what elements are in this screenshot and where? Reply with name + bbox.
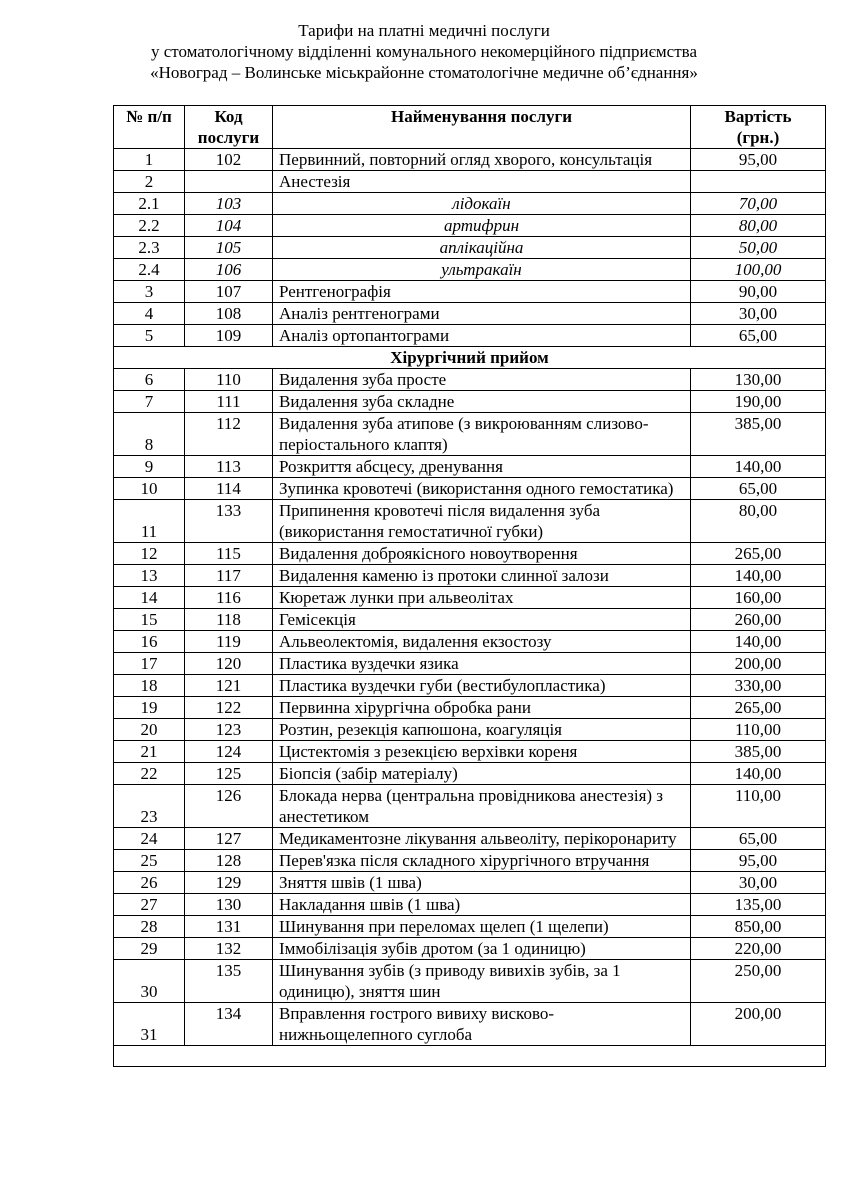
row-number: 14 xyxy=(114,587,185,609)
service-code: 123 xyxy=(185,719,273,741)
table-row xyxy=(114,785,826,828)
section-title: Хірургічний прийом xyxy=(114,347,826,369)
service-name: Блокада нерва (центральна провідникова анестезія) з анестетиком xyxy=(273,785,691,828)
service-code: 106 xyxy=(185,259,273,281)
table-row xyxy=(114,587,826,609)
service-name: Розтин, резекція капюшона, коагуляція xyxy=(273,719,691,741)
table-row xyxy=(114,675,826,697)
service-name: аплікаційна xyxy=(273,237,691,259)
table-row xyxy=(114,478,826,500)
service-code: 104 xyxy=(185,215,273,237)
table-row xyxy=(114,872,826,894)
table-header-row xyxy=(114,106,826,149)
row-number: 27 xyxy=(114,894,185,916)
table-row xyxy=(114,193,826,215)
service-name: Видалення зуба атипове (з викроюванням слизово-періостального клаптя) xyxy=(273,413,691,456)
row-number: 2.1 xyxy=(114,193,185,215)
service-code: 133 xyxy=(185,500,273,543)
table-row xyxy=(114,149,826,171)
service-code: 129 xyxy=(185,872,273,894)
service-name: Вправлення гострого вивиху висково-нижньощелепного суглоба xyxy=(273,1003,691,1046)
service-price: 65,00 xyxy=(691,828,826,850)
service-code: 126 xyxy=(185,785,273,828)
table-row xyxy=(114,281,826,303)
row-number: 2 xyxy=(114,171,185,193)
table-row xyxy=(114,171,826,193)
service-name: Іммобілізація зубів дротом (за 1 одиницю) xyxy=(273,938,691,960)
service-name: Аналіз ортопантограми xyxy=(273,325,691,347)
row-number: 15 xyxy=(114,609,185,631)
row-number: 5 xyxy=(114,325,185,347)
service-code: 109 xyxy=(185,325,273,347)
section-row xyxy=(114,347,826,369)
service-code: 135 xyxy=(185,960,273,1003)
service-name: Видалення зуба просте xyxy=(273,369,691,391)
table-row xyxy=(114,916,826,938)
service-name: Шинування зубів (з приводу вивихів зубів, за 1 одиницю), зняття шин xyxy=(273,960,691,1003)
service-name: Первинний, повторний огляд хворого, консультація xyxy=(273,149,691,171)
table-row xyxy=(114,259,826,281)
table-row xyxy=(114,325,826,347)
service-code: 115 xyxy=(185,543,273,565)
service-name: Біопсія (забір матеріалу) xyxy=(273,763,691,785)
service-name: Видалення доброякісного новоутворення xyxy=(273,543,691,565)
service-price: 65,00 xyxy=(691,325,826,347)
service-code: 117 xyxy=(185,565,273,587)
header-price: Вартість (грн.) xyxy=(691,106,826,149)
service-code: 134 xyxy=(185,1003,273,1046)
service-name: артифрин xyxy=(273,215,691,237)
service-price: 110,00 xyxy=(691,719,826,741)
service-code: 114 xyxy=(185,478,273,500)
row-number: 4 xyxy=(114,303,185,325)
row-number: 18 xyxy=(114,675,185,697)
table-row xyxy=(114,543,826,565)
service-code: 127 xyxy=(185,828,273,850)
row-number: 21 xyxy=(114,741,185,763)
table-row xyxy=(114,413,826,456)
service-price: 95,00 xyxy=(691,149,826,171)
row-number: 2.4 xyxy=(114,259,185,281)
service-name: Медикаментозне лікування альвеоліту, перікоронариту xyxy=(273,828,691,850)
table-row xyxy=(114,763,826,785)
table-row xyxy=(114,741,826,763)
header-line-1: Тарифи на платні медичні послуги xyxy=(298,21,550,40)
row-number: 25 xyxy=(114,850,185,872)
table-row xyxy=(114,1003,826,1046)
service-price: 70,00 xyxy=(691,193,826,215)
service-price: 90,00 xyxy=(691,281,826,303)
service-name: ультракаїн xyxy=(273,259,691,281)
service-code: 113 xyxy=(185,456,273,478)
service-price: 220,00 xyxy=(691,938,826,960)
service-price: 200,00 xyxy=(691,1003,826,1046)
table-row xyxy=(114,369,826,391)
table-row xyxy=(114,456,826,478)
row-number: 30 xyxy=(114,960,185,1003)
service-code: 110 xyxy=(185,369,273,391)
table-row xyxy=(114,391,826,413)
service-name: Шинування при переломах щелеп (1 щелепи) xyxy=(273,916,691,938)
service-code: 111 xyxy=(185,391,273,413)
service-price: 250,00 xyxy=(691,960,826,1003)
service-name: Первинна хірургічна обробка рани xyxy=(273,697,691,719)
service-code: 105 xyxy=(185,237,273,259)
row-number: 22 xyxy=(114,763,185,785)
row-number: 12 xyxy=(114,543,185,565)
row-number: 3 xyxy=(114,281,185,303)
service-price: 100,00 xyxy=(691,259,826,281)
header-line-3: «Новоград – Волинське міськрайонне стоматологічне медичне об’єднання» xyxy=(150,63,698,82)
table-row xyxy=(114,719,826,741)
service-name: лідокаїн xyxy=(273,193,691,215)
row-number: 2.2 xyxy=(114,215,185,237)
row-number: 7 xyxy=(114,391,185,413)
row-number: 13 xyxy=(114,565,185,587)
service-code: 103 xyxy=(185,193,273,215)
service-code: 132 xyxy=(185,938,273,960)
service-price: 30,00 xyxy=(691,872,826,894)
tariff-table xyxy=(113,105,826,1067)
row-number: 8 xyxy=(114,413,185,456)
service-code: 125 xyxy=(185,763,273,785)
service-code: 122 xyxy=(185,697,273,719)
service-price: 30,00 xyxy=(691,303,826,325)
service-name: Кюретаж лунки при альвеолітах xyxy=(273,587,691,609)
service-name: Аналіз рентгенограми xyxy=(273,303,691,325)
service-price: 135,00 xyxy=(691,894,826,916)
row-number: 1 xyxy=(114,149,185,171)
row-number: 10 xyxy=(114,478,185,500)
service-name: Видалення зуба складне xyxy=(273,391,691,413)
service-code: 128 xyxy=(185,850,273,872)
table-row xyxy=(114,653,826,675)
table-row xyxy=(114,237,826,259)
row-number: 26 xyxy=(114,872,185,894)
service-price: 95,00 xyxy=(691,850,826,872)
service-price: 850,00 xyxy=(691,916,826,938)
service-name: Пластика вуздечки язика xyxy=(273,653,691,675)
service-code: 130 xyxy=(185,894,273,916)
service-name: Видалення каменю із протоки слинної залози xyxy=(273,565,691,587)
service-code: 107 xyxy=(185,281,273,303)
service-price: 130,00 xyxy=(691,369,826,391)
service-code: 119 xyxy=(185,631,273,653)
service-price xyxy=(691,171,826,193)
service-code: 102 xyxy=(185,149,273,171)
service-name: Розкриття абсцесу, дренування xyxy=(273,456,691,478)
service-name: Припинення кровотечі після видалення зуба (використання гемостатичної губки) xyxy=(273,500,691,543)
table-body xyxy=(114,149,826,1067)
service-price: 265,00 xyxy=(691,697,826,719)
service-name: Альвеолектомія, видалення екзостозу xyxy=(273,631,691,653)
row-number: 6 xyxy=(114,369,185,391)
service-code: 108 xyxy=(185,303,273,325)
service-name: Рентгенографія xyxy=(273,281,691,303)
service-price: 110,00 xyxy=(691,785,826,828)
service-code: 116 xyxy=(185,587,273,609)
row-number: 19 xyxy=(114,697,185,719)
service-name: Перев'язка після складного хірургічного втручання xyxy=(273,850,691,872)
header-line-2: у стоматологічному відділенні комунального некомерційного підприємства xyxy=(150,42,698,61)
service-name: Пластика вуздечки губи (вестибулопластика) xyxy=(273,675,691,697)
service-price: 200,00 xyxy=(691,653,826,675)
service-price: 140,00 xyxy=(691,565,826,587)
service-price: 50,00 xyxy=(691,237,826,259)
service-price: 65,00 xyxy=(691,478,826,500)
header-name: Найменування послуги xyxy=(273,106,691,149)
service-name: Гемісекція xyxy=(273,609,691,631)
table-row xyxy=(114,697,826,719)
service-name: Накладання швів (1 шва) xyxy=(273,894,691,916)
service-code: 112 xyxy=(185,413,273,456)
service-code xyxy=(185,171,273,193)
service-code: 131 xyxy=(185,916,273,938)
service-price: 265,00 xyxy=(691,543,826,565)
row-number: 28 xyxy=(114,916,185,938)
service-price: 190,00 xyxy=(691,391,826,413)
table-row xyxy=(114,565,826,587)
table-row xyxy=(114,500,826,543)
header-code: Код послуги xyxy=(185,106,273,149)
service-code: 121 xyxy=(185,675,273,697)
service-price: 140,00 xyxy=(691,456,826,478)
service-code: 124 xyxy=(185,741,273,763)
service-code: 118 xyxy=(185,609,273,631)
row-number: 16 xyxy=(114,631,185,653)
empty-cell xyxy=(114,1046,826,1067)
table-row xyxy=(114,894,826,916)
document-header xyxy=(0,20,848,83)
table-row xyxy=(114,850,826,872)
table-row xyxy=(114,960,826,1003)
service-price: 160,00 xyxy=(691,587,826,609)
service-price: 385,00 xyxy=(691,741,826,763)
empty-footer-row xyxy=(114,1046,826,1067)
row-number: 29 xyxy=(114,938,185,960)
header-num: № п/п xyxy=(114,106,185,149)
service-name: Зняття швів (1 шва) xyxy=(273,872,691,894)
service-price: 80,00 xyxy=(691,500,826,543)
table-row xyxy=(114,609,826,631)
service-price: 330,00 xyxy=(691,675,826,697)
service-price: 140,00 xyxy=(691,631,826,653)
service-price: 260,00 xyxy=(691,609,826,631)
row-number: 2.3 xyxy=(114,237,185,259)
row-number: 24 xyxy=(114,828,185,850)
service-name: Цистектомія з резекцією верхівки кореня xyxy=(273,741,691,763)
service-price: 140,00 xyxy=(691,763,826,785)
service-price: 385,00 xyxy=(691,413,826,456)
table-row xyxy=(114,631,826,653)
table-row xyxy=(114,938,826,960)
row-number: 17 xyxy=(114,653,185,675)
row-number: 31 xyxy=(114,1003,185,1046)
service-code: 120 xyxy=(185,653,273,675)
row-number: 23 xyxy=(114,785,185,828)
table-row xyxy=(114,215,826,237)
table-row xyxy=(114,828,826,850)
table-row xyxy=(114,303,826,325)
row-number: 9 xyxy=(114,456,185,478)
row-number: 11 xyxy=(114,500,185,543)
service-price: 80,00 xyxy=(691,215,826,237)
service-name: Зупинка кровотечі (використання одного гемостатика) xyxy=(273,478,691,500)
service-name: Анестезія xyxy=(273,171,691,193)
row-number: 20 xyxy=(114,719,185,741)
